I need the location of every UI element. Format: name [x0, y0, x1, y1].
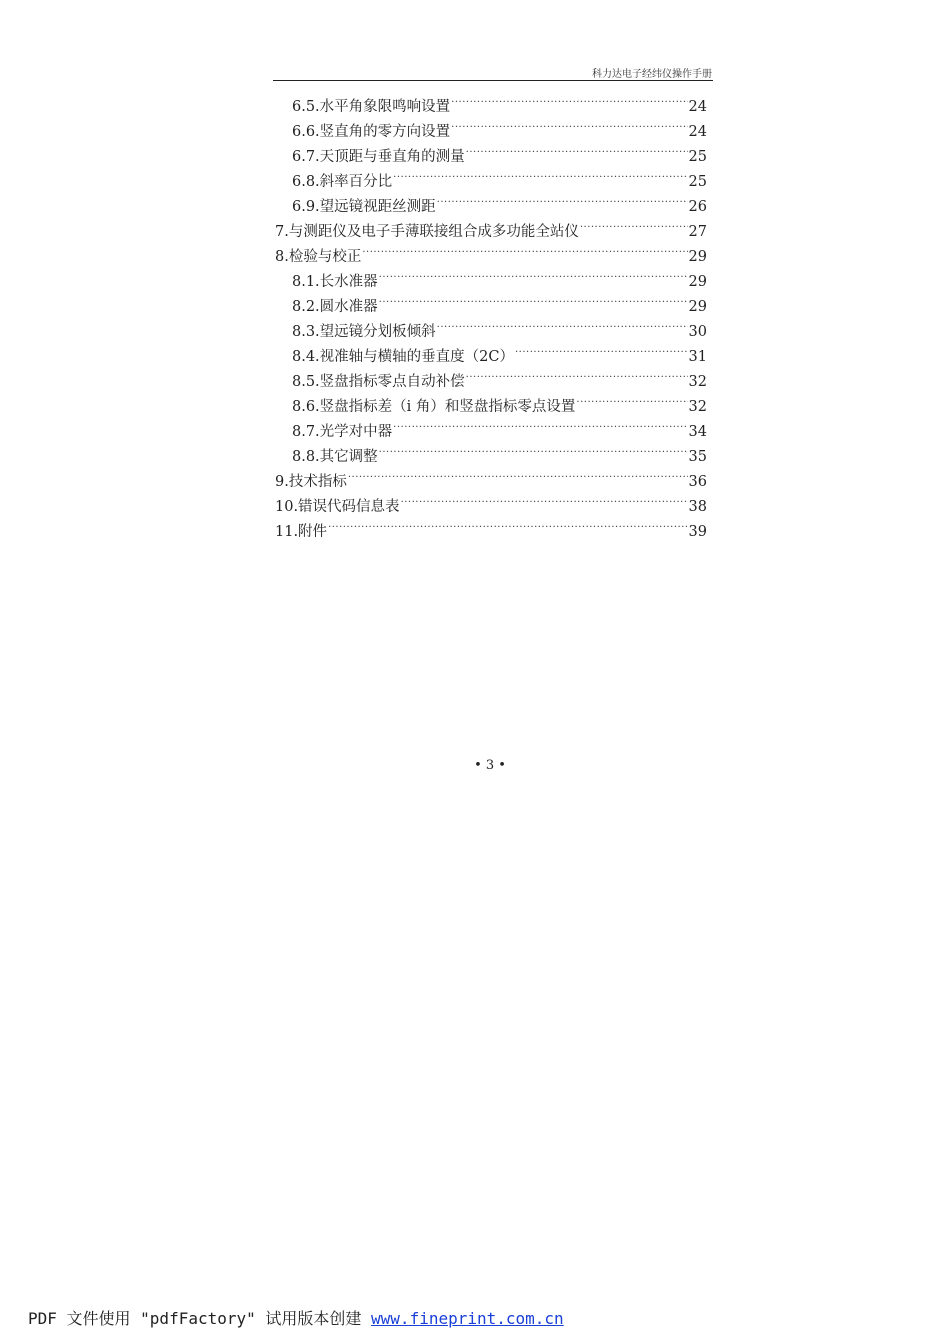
toc-leader-dots — [576, 386, 687, 411]
toc-entry-page: 24 — [688, 99, 707, 115]
footer-text: PDF 文件使用 "pdfFactory" 试用版本创建 — [28, 1309, 372, 1328]
toc-leader-dots — [580, 211, 688, 236]
toc-entry-label: 6.7.天顶距与垂直角的测量 — [292, 149, 465, 165]
running-header: 科力达电子经纬仪操作手册 — [592, 69, 712, 80]
toc-leader-dots — [437, 311, 688, 336]
toc-entry-page: 38 — [688, 499, 707, 515]
toc-leader-dots — [437, 186, 688, 211]
header-divider — [273, 80, 713, 81]
toc-entry-label: 8.2.圆水准器 — [292, 299, 378, 315]
page-number: • 3 • — [474, 758, 506, 773]
toc-entry-page: 29 — [688, 249, 707, 265]
toc-leader-dots — [401, 486, 688, 511]
toc-entry-page: 25 — [688, 174, 707, 190]
toc-entry-label: 6.5.水平角象限鸣响设置 — [292, 99, 451, 115]
toc-entry-page: 29 — [688, 274, 707, 290]
toc-leader-dots — [348, 461, 688, 486]
toc-entry-page: 32 — [688, 374, 707, 390]
toc-entry-label: 8.5.竖盘指标零点自动补偿 — [292, 374, 465, 390]
toc-leader-dots — [451, 111, 687, 136]
toc-entry-label: 6.8.斜率百分比 — [292, 174, 393, 190]
toc-entry-page: 24 — [688, 124, 707, 140]
toc-entry-page: 27 — [688, 224, 707, 240]
toc-leader-dots — [393, 161, 687, 186]
toc-entry-label: 8.6.竖盘指标差（i 角）和竖盘指标零点设置 — [292, 399, 576, 415]
toc-entry-page: 32 — [688, 399, 707, 415]
toc-entry[interactable] — [275, 511, 707, 540]
toc-entry-label: 8.检验与校正 — [275, 249, 362, 265]
toc-entry-page: 25 — [688, 149, 707, 165]
toc-entry-label: 8.1.长水准器 — [292, 274, 378, 290]
toc-leader-dots — [466, 361, 688, 386]
toc-entry-label: 11.附件 — [275, 524, 328, 540]
toc-entry-page: 30 — [688, 324, 707, 340]
toc-leader-dots — [379, 261, 688, 286]
table-of-contents — [275, 86, 707, 540]
toc-leader-dots — [328, 511, 687, 536]
toc-entry-label: 8.7.光学对中器 — [292, 424, 393, 440]
toc-entry-page: 35 — [688, 449, 707, 465]
toc-entry-label: 8.3.望远镜分划板倾斜 — [292, 324, 436, 340]
toc-leader-dots — [393, 411, 687, 436]
toc-entry-label: 8.8.其它调整 — [292, 449, 378, 465]
toc-entry-page: 31 — [688, 349, 707, 365]
toc-entry-page: 29 — [688, 299, 707, 315]
toc-leader-dots — [451, 86, 687, 111]
toc-entry-label: 6.9.望远镜视距丝测距 — [292, 199, 436, 215]
toc-entry-page: 34 — [688, 424, 707, 440]
pdf-footer — [28, 1306, 564, 1329]
toc-entry-label: 6.6.竖直角的零方向设置 — [292, 124, 451, 140]
footer-link[interactable]: www.fineprint.com.cn — [371, 1309, 564, 1328]
toc-leader-dots — [466, 136, 688, 161]
toc-entry-page: 26 — [688, 199, 707, 215]
toc-entry[interactable] — [275, 86, 707, 115]
toc-entry-label: 7.与测距仪及电子手薄联接组合成多功能全站仪 — [275, 224, 579, 240]
toc-entry-label: 9.技术指标 — [275, 474, 347, 490]
toc-leader-dots — [379, 436, 688, 461]
toc-leader-dots — [515, 336, 688, 361]
toc-entry-label: 8.4.视准轴与横轴的垂直度（2C） — [292, 349, 514, 365]
toc-entry-page: 39 — [688, 524, 707, 540]
toc-leader-dots — [379, 286, 688, 311]
toc-entry-page: 36 — [688, 474, 707, 490]
toc-entry-label: 10.错误代码信息表 — [275, 499, 400, 515]
toc-leader-dots — [362, 236, 687, 261]
